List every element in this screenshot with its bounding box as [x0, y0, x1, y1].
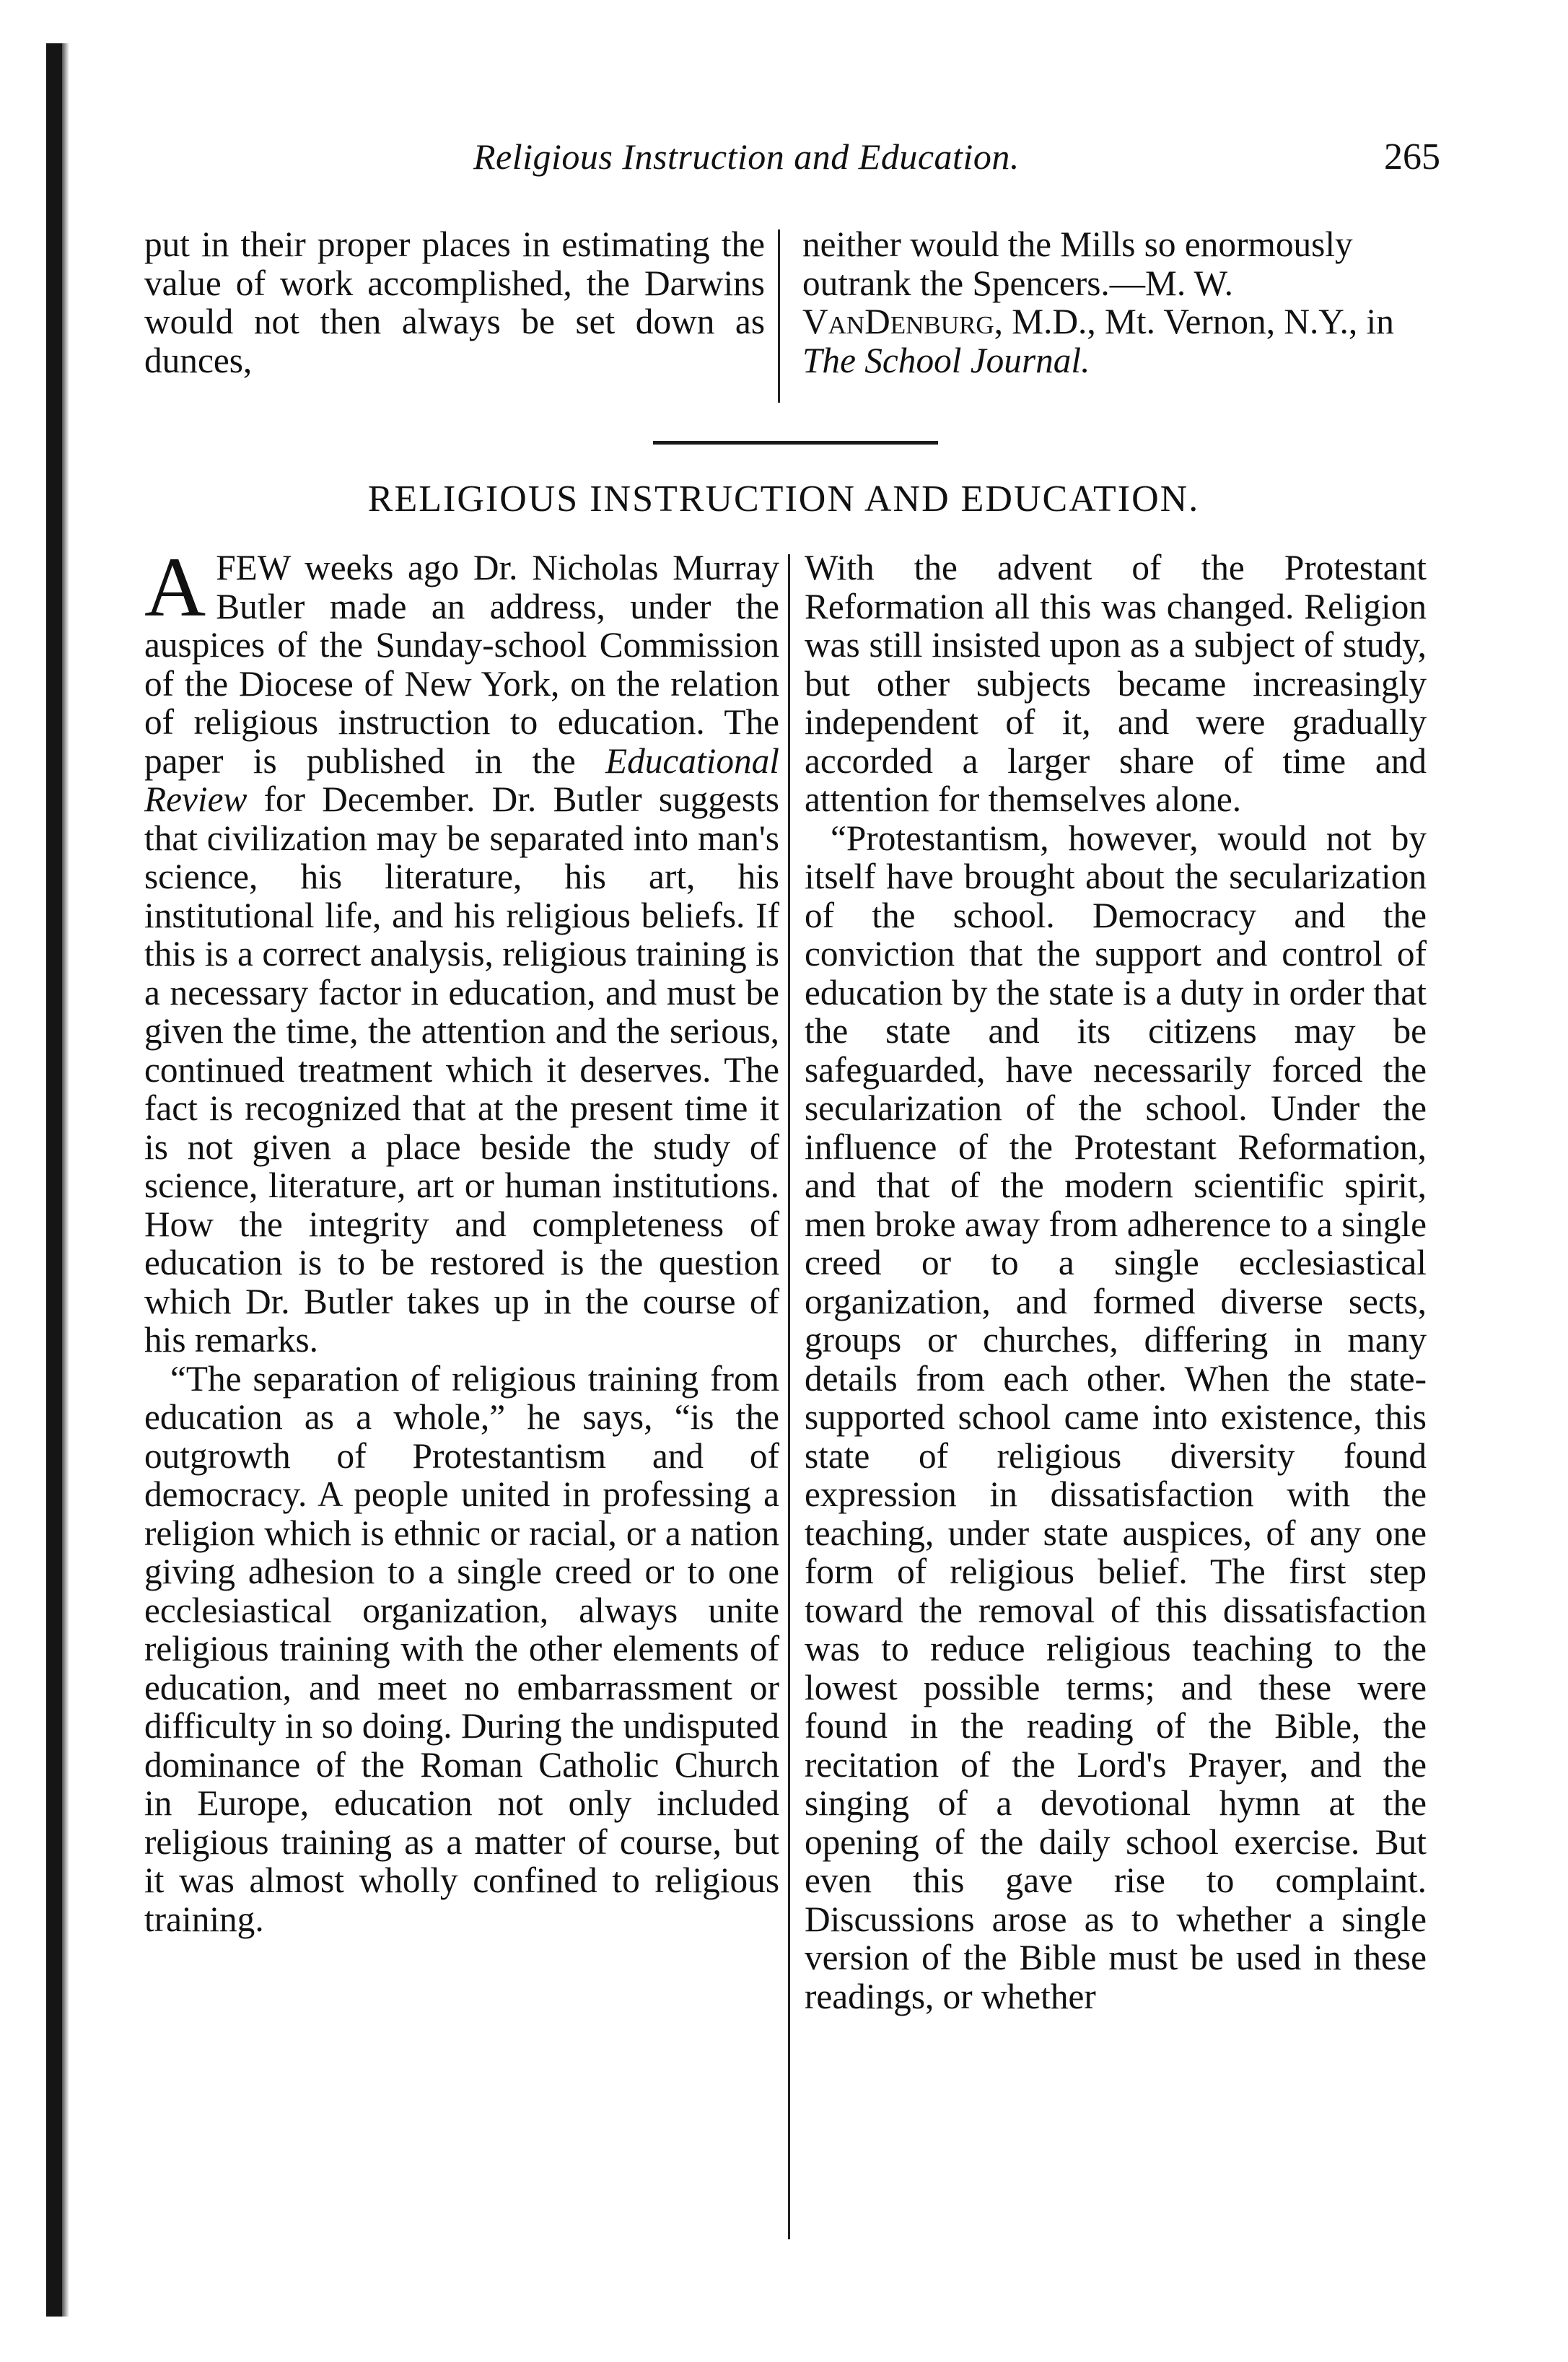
top-left-text: put in their proper places in estimating the value of work accomplished, the Darwins would not then always be set down as dunces, [144, 224, 765, 380]
page-header [141, 136, 1440, 186]
book-spine-shadow [46, 43, 62, 2317]
drop-cap: A [144, 540, 206, 634]
section-divider [653, 441, 938, 445]
top-right-text-2: , M.D., Mt. Vernon, N.Y., in [994, 302, 1394, 341]
top-right-text [802, 225, 1423, 380]
page-number: 265 [1384, 136, 1440, 178]
article-title: RELIGIOUS INSTRUCTION AND EDUCATION. [367, 478, 1200, 520]
article-left-column [144, 540, 779, 1939]
column-rule [788, 554, 790, 2239]
journal-name: The School Journal. [802, 340, 1090, 380]
top-right-text-1: neither would the Mills so enormously outrank the Spencers.—M. W. [802, 224, 1353, 303]
author-name: VanDenburg [802, 302, 994, 341]
article-right-column [805, 548, 1427, 2016]
top-left-column [144, 225, 765, 380]
paragraph-1-text-b: for December. Dr. Butler suggests that civilization may be separated into man's science, his literature, his art, his institutional life, and his religious beliefs. If this is a correct analysis, religious training is a necessary factor in education, and must be given the time, the attention and the serious, continued treatment which it deserves. The fact is recognized that at the present time it is not given a place beside the study of science, literature, art or human institutions. How the integrity and completeness of education is to be restored is the question which Dr. Butler takes up in the course of his remarks. [144, 779, 779, 1360]
paragraph-3: With the advent of the Protestant Reformation all this was changed. Religion was still insisted upon as a subject of study, but other subjects became increasingly independent of it, and were gradually accorded a larger share of time and attention for themselves alone. [805, 548, 1427, 819]
top-column-rule [778, 229, 780, 403]
paragraph-4: “Protestantism, however, would not by itself have brought about the secularization of the school. Democracy and the conviction that the support and control of education by the state is a duty in order that the state and its citizens may be safeguarded, have necessarily forced the secularization of the school. Under the influence of the Protestant Reformation, and that of the modern scientific spirit, men broke away from adherence to a single creed or to a single ecclesiastical organization, and formed diverse sects, groups or churches, differing in many details from each other. When the state-supported school came into existence, this state of religious diversity found expression in dissatisfaction with the teaching, under state auspices, of any one form of religious belief. The first step toward the removal of this dissatisfaction was to reduce religious teaching to the lowest possible terms; and these were found in the reading of the Bible, the recitation of the Lord's Prayer, and the singing of a devotional hymn at the opening of the daily school exercise. But even this gave rise to complaint. Discussions arose as to whether a single version of the Bible must be used in these readings, or whether [805, 818, 1427, 2016]
paragraph-1 [144, 540, 779, 1360]
top-right-column [802, 225, 1423, 380]
running-title: Religious Instruction and Education. [473, 136, 1020, 177]
paragraph-2: “The separation of religious training from education as a whole,” he says, “is the outgrowth of Protestantism and of democracy. A people united in professing a religion which is ethnic or racial, or a nation giving adhesion to a single creed or to one ecclesiastical organization, always unite religious training with the other elements of education, and meet no embarrassment or difficulty in so doing. During the undisputed dominance of the Roman Catholic Church in Europe, education not only included religious training as a matter of course, but it was almost wholly confined to religious training. [144, 1358, 779, 1939]
paragraph-1-journal: Educational Review [144, 740, 779, 819]
paragraph-1-text-a: FEW weeks ago Dr. Nicholas Murray Butler made an address, under the auspices of the Sunday-school Commission of the Diocese of New York, on the relation of religious instruction to education. The paper is published in the [144, 548, 779, 781]
